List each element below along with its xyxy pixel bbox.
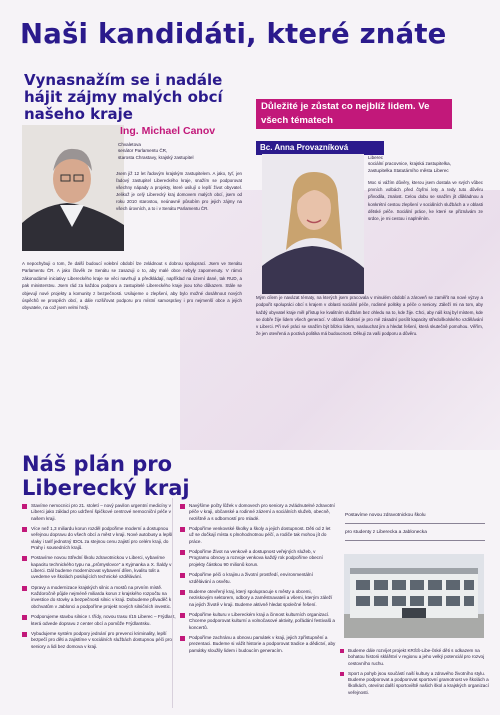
plan-item: Podporujeme stavbu silnice I. třídy, novou trasu I/15 Liberec – Frýdlant, která odvede dopravu z center obcí a pomůže Frýdlantsku. xyxy=(22,614,178,627)
plan-item: Opravy a modernizace krajských silnic a mostů na prvním místě. Každoročně půjde nejméně miliarda korun z krajského rozpočtu na investice do stovky a bezpečnosti silnic v kraji. Dobudeme přivaděč k obchvatům v Jablonci a podpoříme projekt nových silničních investic. xyxy=(22,585,178,610)
candidate2-bio-continued: Mým cílem je navázat tématy, na kterých jsem pracovala v minulém období a zároveň se zaměřit na nové výzvy a podpořit spolupráci obcí s krajem v oblasti sociální péče, rodinné politiky a péče o seniory. Záleží mi na tom, aby každý obyvatel kraje měl přístup ke kvalitním službám bez ohledu na to, kde žije. Chci, aby náš kraj byl místem, kde se dobře žije lidem všech generací. V oblasti školství je pro mě zásadní posílit kapacity středoškolského vzdělávání v Liberci. Při své práci se snažím být blízko lidem, naslouchat jim a hledat řešení, která skutečně pomohou. Věřím, že jen otevřená a poctivá politika má budoucnost. Děkuji za vaši podporu a důvěru. xyxy=(256,295,483,337)
plan-item: Podpoříme venkovské školky a školy a jejich dostupnost. Děti od 2 let už se dočkají místa s plnohodnotnou péčí, a rodiče tak mohou jít do práce. xyxy=(180,526,336,545)
bullet-square-icon xyxy=(22,556,27,561)
candidate2-bio: Moc si vážím důvěry, kterou jsem dostala ve svých vůbec prvních volbách před čtyřmi lety a tedy tuto důvěru přivodila, znalost. Celou dobu se snažím jít důkladnou a konkrétní cestou zlepšení v sociálních službách a v oblasti dětské péče. Sociální práce, ke které se přiznávám ze srdce, je mi cestou i naplněním. xyxy=(368,180,483,222)
school-caption xyxy=(345,507,485,541)
candidate2-role: zastupitelka Statutárního města Liberec xyxy=(368,167,449,173)
plan-item: Budeme dále rozvíjet projekt KRŠŠ-Libe-čské děti s odkazem na bohatou historii sklářství v regionu a jeho velký potenciál pro rozvoj cestovního ruchu. xyxy=(340,648,490,667)
plan-item: Podpoříme Život na venkově a dostupnost veřejných služeb, v Programu obnovy a rozvoje venkova každý rok podpoříme obecní projekty částkou 90 milionů korun. xyxy=(180,549,336,568)
candidate1-bio: Jsem již 12 let řadovým krajským zastupitelem. A jako, tyť, jen řadový zastupitel Libereckého kraje, snažím se podporovat všechny nápady a projekty, které usilují o lepší život obyvatel. Jelikož je celý Liberecký kraj domovem malých obcí, jsem od roku 2010 starostou, neúnavně působím pro jejich zájmy na všech úrovních, a to i v Senátu Parlamentu ČR. xyxy=(116,171,242,211)
candidate2-roles xyxy=(368,155,478,174)
candidate1-bio-continued: A nepochybuji o tom, že další budoucí volební období lze zvládnout s dobrou spoluprací. Jsem ve Senátu Parlamentu ČR. A jako člověk ze Senátu se zasazuji o to, aby malé obce nebyly zapomenuty. V rámci zákonodárné iniciativy Libereckého kraje se věci navrhují a předkládají, například na území dané, tak RUD, a pak ministerstvu. Jsem rád za každou podporu a zastupitelé Libereckého kraje jsou toho důkazem. Stále se objevují nové projekty a komunity z bezpečnosti. Usilujeme o zlepšení, aby bylo možné dosáhnout nových úspěchů ve prospěch obcí, a dále rozšiřovat podporu pro místní samosprávy i pro nejmenší obce a jejich obyvatele, na což jsem velmi hrdý. xyxy=(22,261,242,311)
plan-item: Více než 1,3 miliardu korun rozděl podpořime moderní a dostupnou veřejnou dopravu do všech obcí a měst v kraji. Nové autobusy a lepší vlaky i tarif jednotný IDOL za stejnou cenu zajistí pro celém kraji, do Prahy i sousedních krajů. xyxy=(22,526,178,551)
bullet-square-icon xyxy=(180,527,185,532)
plan-item: Vybudujeme systém podpory jednání pro prevenci kriminality, lepší bezpečí pro děti a zajistíme v sociálních službách dostupnou péči pro seniory a lidi bez domova v kraji. xyxy=(22,631,178,650)
candidate1-role: Chvaletova xyxy=(118,142,141,147)
page-title: Naši kandidáti, které znáte xyxy=(20,18,447,50)
candidate1-role: senátor Parlamentu ČR, xyxy=(118,148,168,154)
candidate1-headline: Vynasnažím se i nadále hájit zájmy malých obcí našeho kraje xyxy=(24,71,223,123)
plan-column-2 xyxy=(180,503,336,658)
bullet-square-icon xyxy=(340,672,344,676)
plan-item: Stavíme nemocnici pro 21. století – nový pavilon urgentní medicíny v Liberci jako základ pro udržení špičkové centrové nemocniční péče v našem kraji. xyxy=(22,503,178,522)
candidate2-banner: Důležité je zůstat co nejblíž lidem. Ve všech tématech xyxy=(256,99,452,129)
candidate1-roles xyxy=(118,142,238,161)
plan-item: Postavíme novou Střední školu zdravotnickou v Liberci, vybavíme kapacitu technického typu na „průmyslovce“ a Kyjmanka a X. Šaldy v Liberci. Dál budeme modernizovat vybavení dílen, kvalitu tolit a uvedeme ve školách posilujících technické vzdělávání. xyxy=(22,555,178,580)
bullet-square-icon xyxy=(180,636,185,641)
bullet-square-icon xyxy=(22,504,27,509)
candidate1-name: Ing. Michael Canov xyxy=(120,125,216,137)
plan-item: Podpoříme péči o krajinu a životní prostředí, environmentální vzdělávání a osvětu. xyxy=(180,572,336,585)
plan-item: Budeme otevřený kraj, který spolupracuje s městy a obcemi, neziskovým sektorem, odbory a zaměstnavateli a všemi, kterým záleží na jejich životě v kraji. Budeme aktivně hledat společné řešení. xyxy=(180,589,336,608)
candidate2-role: sociální pracovnice, krajská zastupitelka, xyxy=(368,161,451,167)
bullet-square-icon xyxy=(22,527,27,532)
bullet-square-icon xyxy=(22,586,27,591)
candidate1-role: starosta Chrastavy, krajský zastupitel xyxy=(118,154,194,160)
candidate2-photo xyxy=(262,154,364,294)
bullet-square-icon xyxy=(180,550,185,555)
plan-title: Náš plán pro Liberecký kraj xyxy=(22,452,190,500)
bullet-square-icon xyxy=(340,649,344,653)
plan-item: Sport a pohyb jsou součástí naší kultury a zdravého životního stylu. Budeme podporovat a podporovat sportovní gramotnost ve školách a školkách, otevírat další sportoviště našich škol a krajských organizací veřejnosti. xyxy=(340,671,490,696)
school-caption-line: pro studenty z Liberecka a Jablonecka xyxy=(345,524,485,541)
plan-item: Navýšíme počty lůžek v domovech pro seniory a zvládnutelné zdravotní péče v kraji, občanské a rodinné zázemí a sociálních služeb, obecně, nezištně a s odborností pro mladé. xyxy=(180,503,336,522)
school-caption-line: Postavíme novou zdravotnickou školu xyxy=(345,507,485,524)
candidate2-name: Bc. Anna Provazníková xyxy=(256,141,384,155)
bullet-square-icon xyxy=(180,590,185,595)
bullet-square-icon xyxy=(180,573,185,578)
candidate1-photo xyxy=(22,125,124,251)
plan-column-3 xyxy=(340,648,490,700)
bullet-square-icon xyxy=(22,615,27,620)
school-building-photo xyxy=(344,554,484,638)
bullet-square-icon xyxy=(180,613,185,618)
bullet-square-icon xyxy=(22,632,27,637)
bullet-square-icon xyxy=(180,504,185,509)
candidate2-role: Liberec xyxy=(368,155,384,160)
column-divider xyxy=(172,498,173,708)
plan-column-1 xyxy=(22,503,178,654)
plan-item: Podpoříme kulturu v Libereckém kraji a činnost kulturních organizací. Chceme podporovat kulturní a volnočasové aktivity, pořádání festivalů a koncertů. xyxy=(180,612,336,631)
plan-item: Podpoříme zachránu a obnovu památek v kraji, jejich zpřístupnění a prezentaci. Budeme si vážit historie a podporovat tradice a dědictví, aby památky sloužily lidem i budoucím generacím. xyxy=(180,635,336,654)
